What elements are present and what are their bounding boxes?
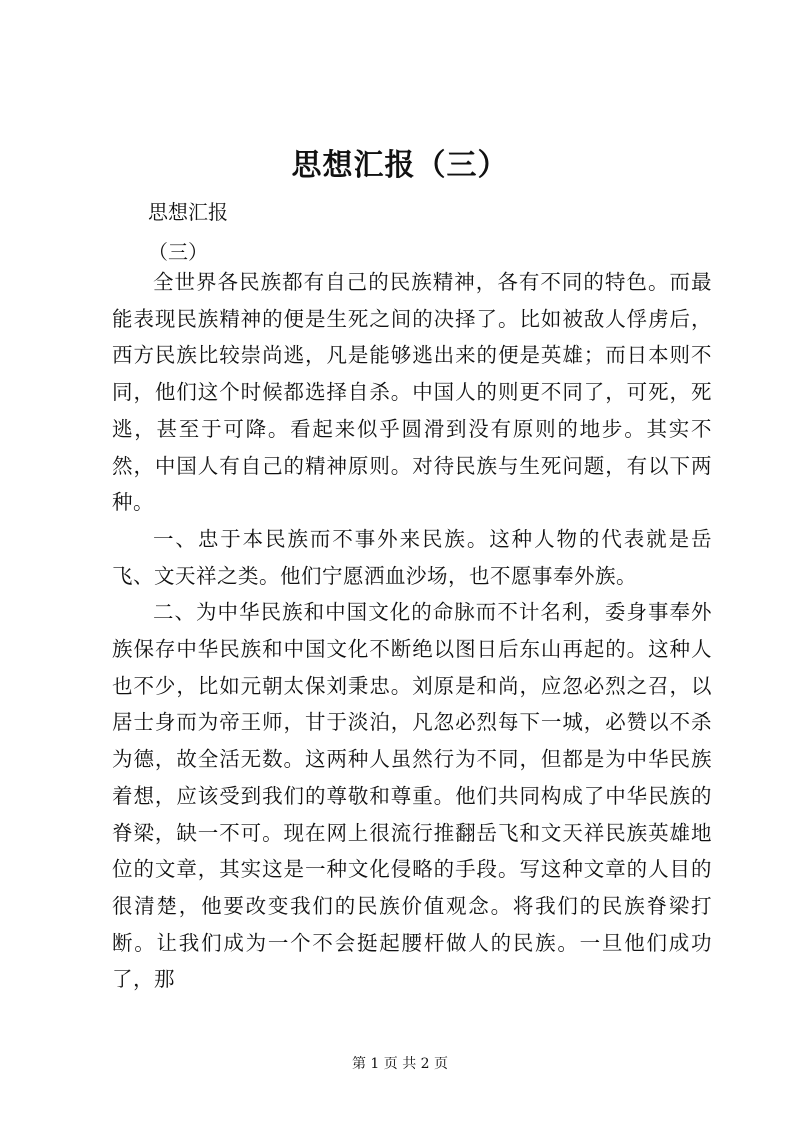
document-subtitle: 思想汇报 <box>148 200 228 224</box>
paragraph-type-two: 二、为中华民族和中国文化的命脉而不计名利，委身事奉外族保存中华民族和中国文化不断绝以图日后东山再起的。这种人也不少，比如元朝太保刘秉忠。刘原是和尚，应忽必烈之召，以居士身而为帝王师，甘于淡泊，凡忽必烈每下一城，必赞以不杀为德，故全活无数。这两种人虽然行为不同，但都是为中华民族着想，应该受到我们的尊敬和尊重。他们共同构成了中华民族的脊梁，缺一不可。现在网上很流行推翻岳飞和文天祥民族英雄地位的文章，其实这是一种文化侵略的手段。写这种文章的人目的很清楚，他要改变我们的民族价值观念。将我们的民族脊梁打断。让我们成为一个不会挺起腰杆做人的民族。一旦他们成功了，那 <box>112 600 712 992</box>
document-body <box>112 264 712 998</box>
paragraph-intro: 全世界各民族都有自己的民族精神，各有不同的特色。而最能表现民族精神的便是生死之间的决择了。比如被敌人俘虏后，西方民族比较崇尚逃，凡是能够逃出来的便是英雄；而日本则不同，他们这个时候都选择自杀。中国人的则更不同了，可死，死逃，甚至于可降。看起来似乎圆滑到没有原则的地步。其实不然，中国人有自己的精神原则。对待民族与生死问题，有以下两种。 <box>112 270 712 515</box>
paragraph-type-one: 一、忠于本民族而不事外来民族。这种人物的代表就是岳飞、文天祥之类。他们宁愿洒血沙场，也不愿事奉外族。 <box>112 526 712 588</box>
section-marker: （三） <box>148 240 208 264</box>
page-footer: 第 1 页 共 2 页 <box>351 1056 449 1072</box>
document-title: 思想汇报（三） <box>291 148 509 183</box>
